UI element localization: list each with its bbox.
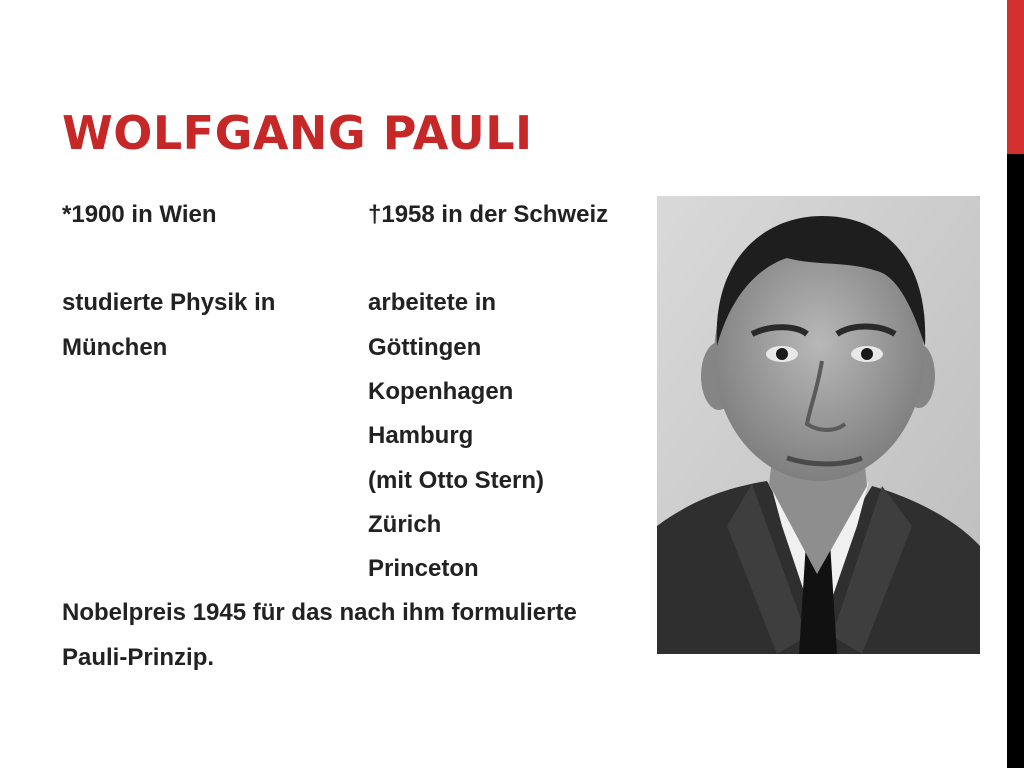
studied-line-1: studierte Physik in (62, 289, 276, 316)
worked-place: (mit Otto Stern) (368, 467, 544, 494)
birth-text: *1900 in Wien (62, 201, 217, 228)
worked-place: Hamburg (368, 422, 474, 449)
accent-bar-black (1007, 154, 1024, 768)
accent-bar-red (1007, 0, 1024, 154)
slide-title: WOLFGANG PAULI (62, 106, 533, 160)
portrait-photo (657, 196, 980, 654)
studied-line-2: München (62, 334, 168, 361)
nobel-line-1: Nobelpreis 1945 für das nach ihm formulierte (62, 599, 577, 626)
worked-place: Zürich (368, 511, 442, 538)
worked-label: arbeitete in (368, 289, 497, 316)
nobel-line-2: Pauli-Prinzip. (62, 644, 215, 671)
worked-place: Kopenhagen (368, 378, 514, 405)
death-text: †1958 in der Schweiz (368, 201, 609, 228)
worked-place: Göttingen (368, 334, 482, 361)
worked-place: Princeton (368, 555, 479, 582)
